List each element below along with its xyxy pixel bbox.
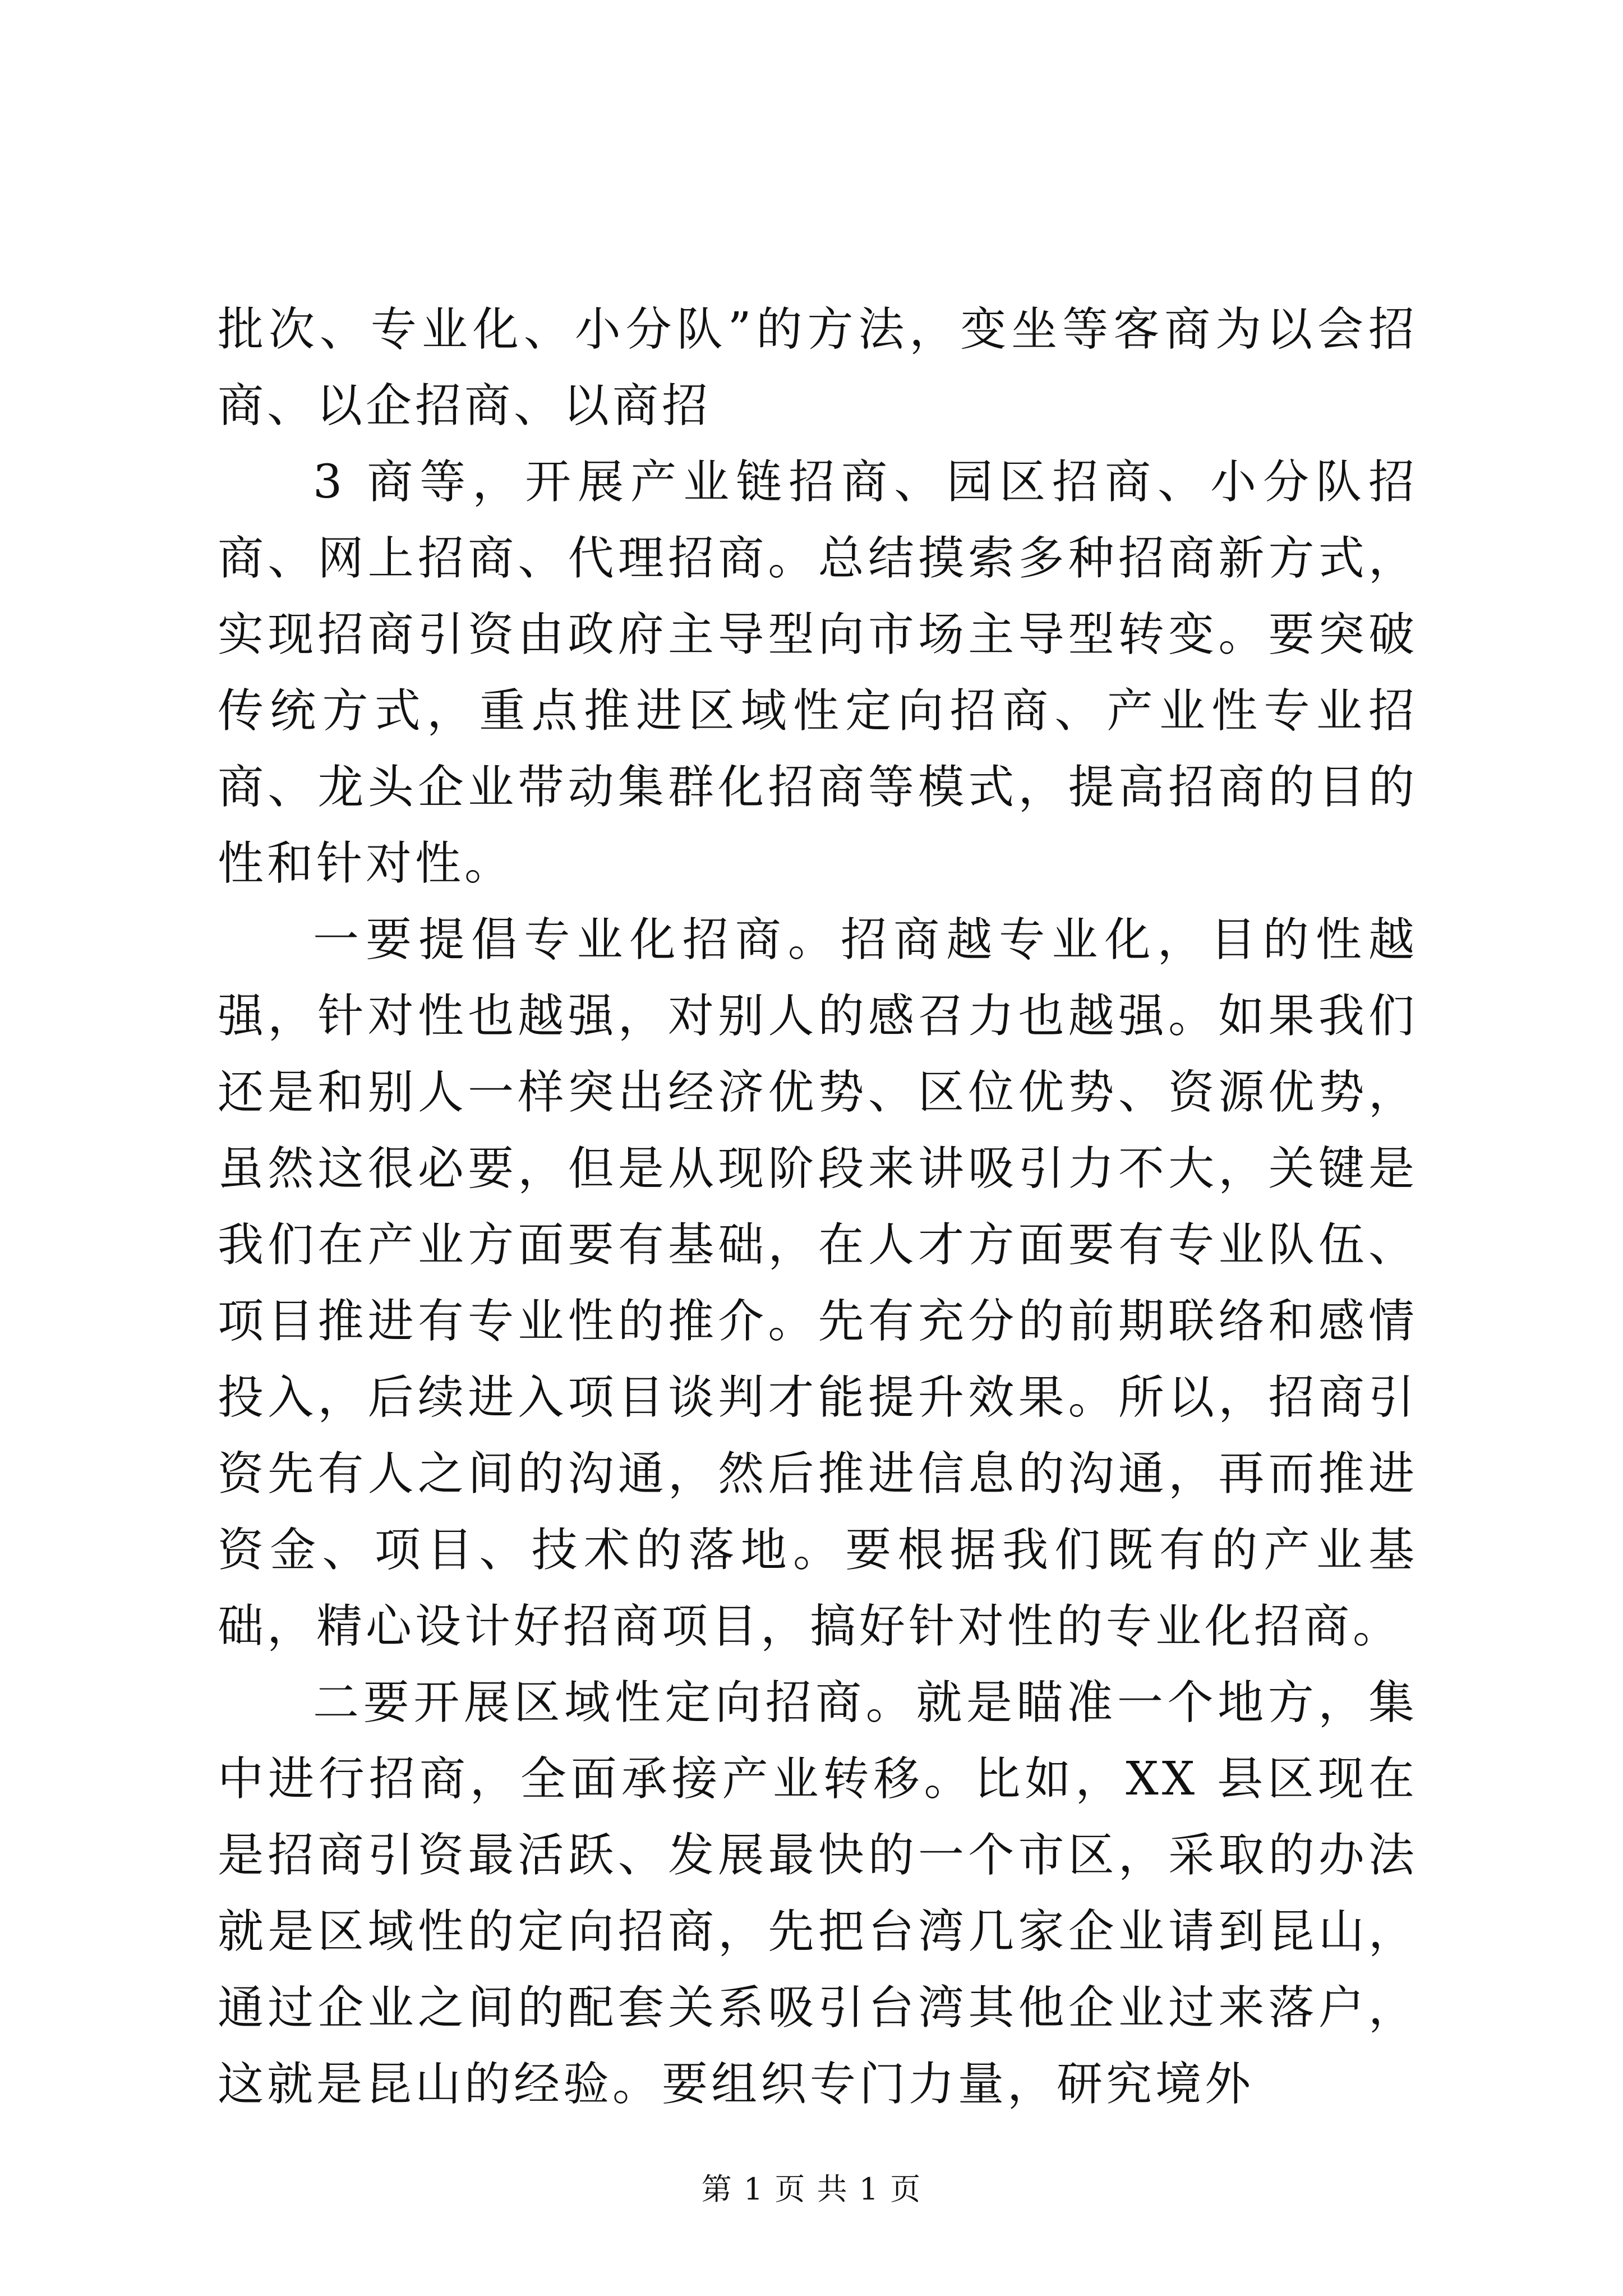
paragraph-1: 批次、专业化、小分队”的方法，变坐等客商为以会招商、以企招商、以商招 [218, 303, 1418, 432]
paragraph-2: 3 商等，开展产业链招商、园区招商、小分队招商、网上招商、代理招商。总结摸索多种招商新方式，实现招商引资由政府主导型向市场主导型转变。要突破传统方式，重点推进区域性定向招商、产业性专业招商、龙头企业带动集群化招商等模式，提高招商的目的性和针对性。 [218, 455, 1418, 890]
paragraph-4: 二要开展区域性定向招商。就是瞄准一个地方，集中进行招商，全面承接产业转移。比如，XX 县区现在是招商引资最活跃、发展最快的一个市区，采取的办法就是区域性的定向招商，先把台湾几家企业请到昆山，通过企业之间的配套关系吸引台湾其他企业过来落户，这就是昆山的经验。要组织专门力量，研究境外 [218, 1676, 1418, 2111]
paragraph-3: 一要提倡专业化招商。招商越专业化，目的性越强，针对性也越强，对别人的感召力也越强。如果我们还是和别人一样突出经济优势、区位优势、资源优势，虽然这很必要，但是从现阶段来讲吸引力不大，关键是我们在产业方面要有基础，在人才方面要有专业队伍、项目推进有专业性的推介。先有充分的前期联络和感情投入，后续进入项目谈判才能提升效果。所以，招商引资先有人之间的沟通，然后推进信息的沟通，再而推进资金、项目、技术的落地。要根据我们既有的产业基础，精心设计好招商项目，搞好针对性的专业化招商。 [218, 913, 1418, 1653]
document-body [218, 292, 1418, 2123]
page-footer: 第 1 页 共 1 页 [701, 2171, 922, 2207]
